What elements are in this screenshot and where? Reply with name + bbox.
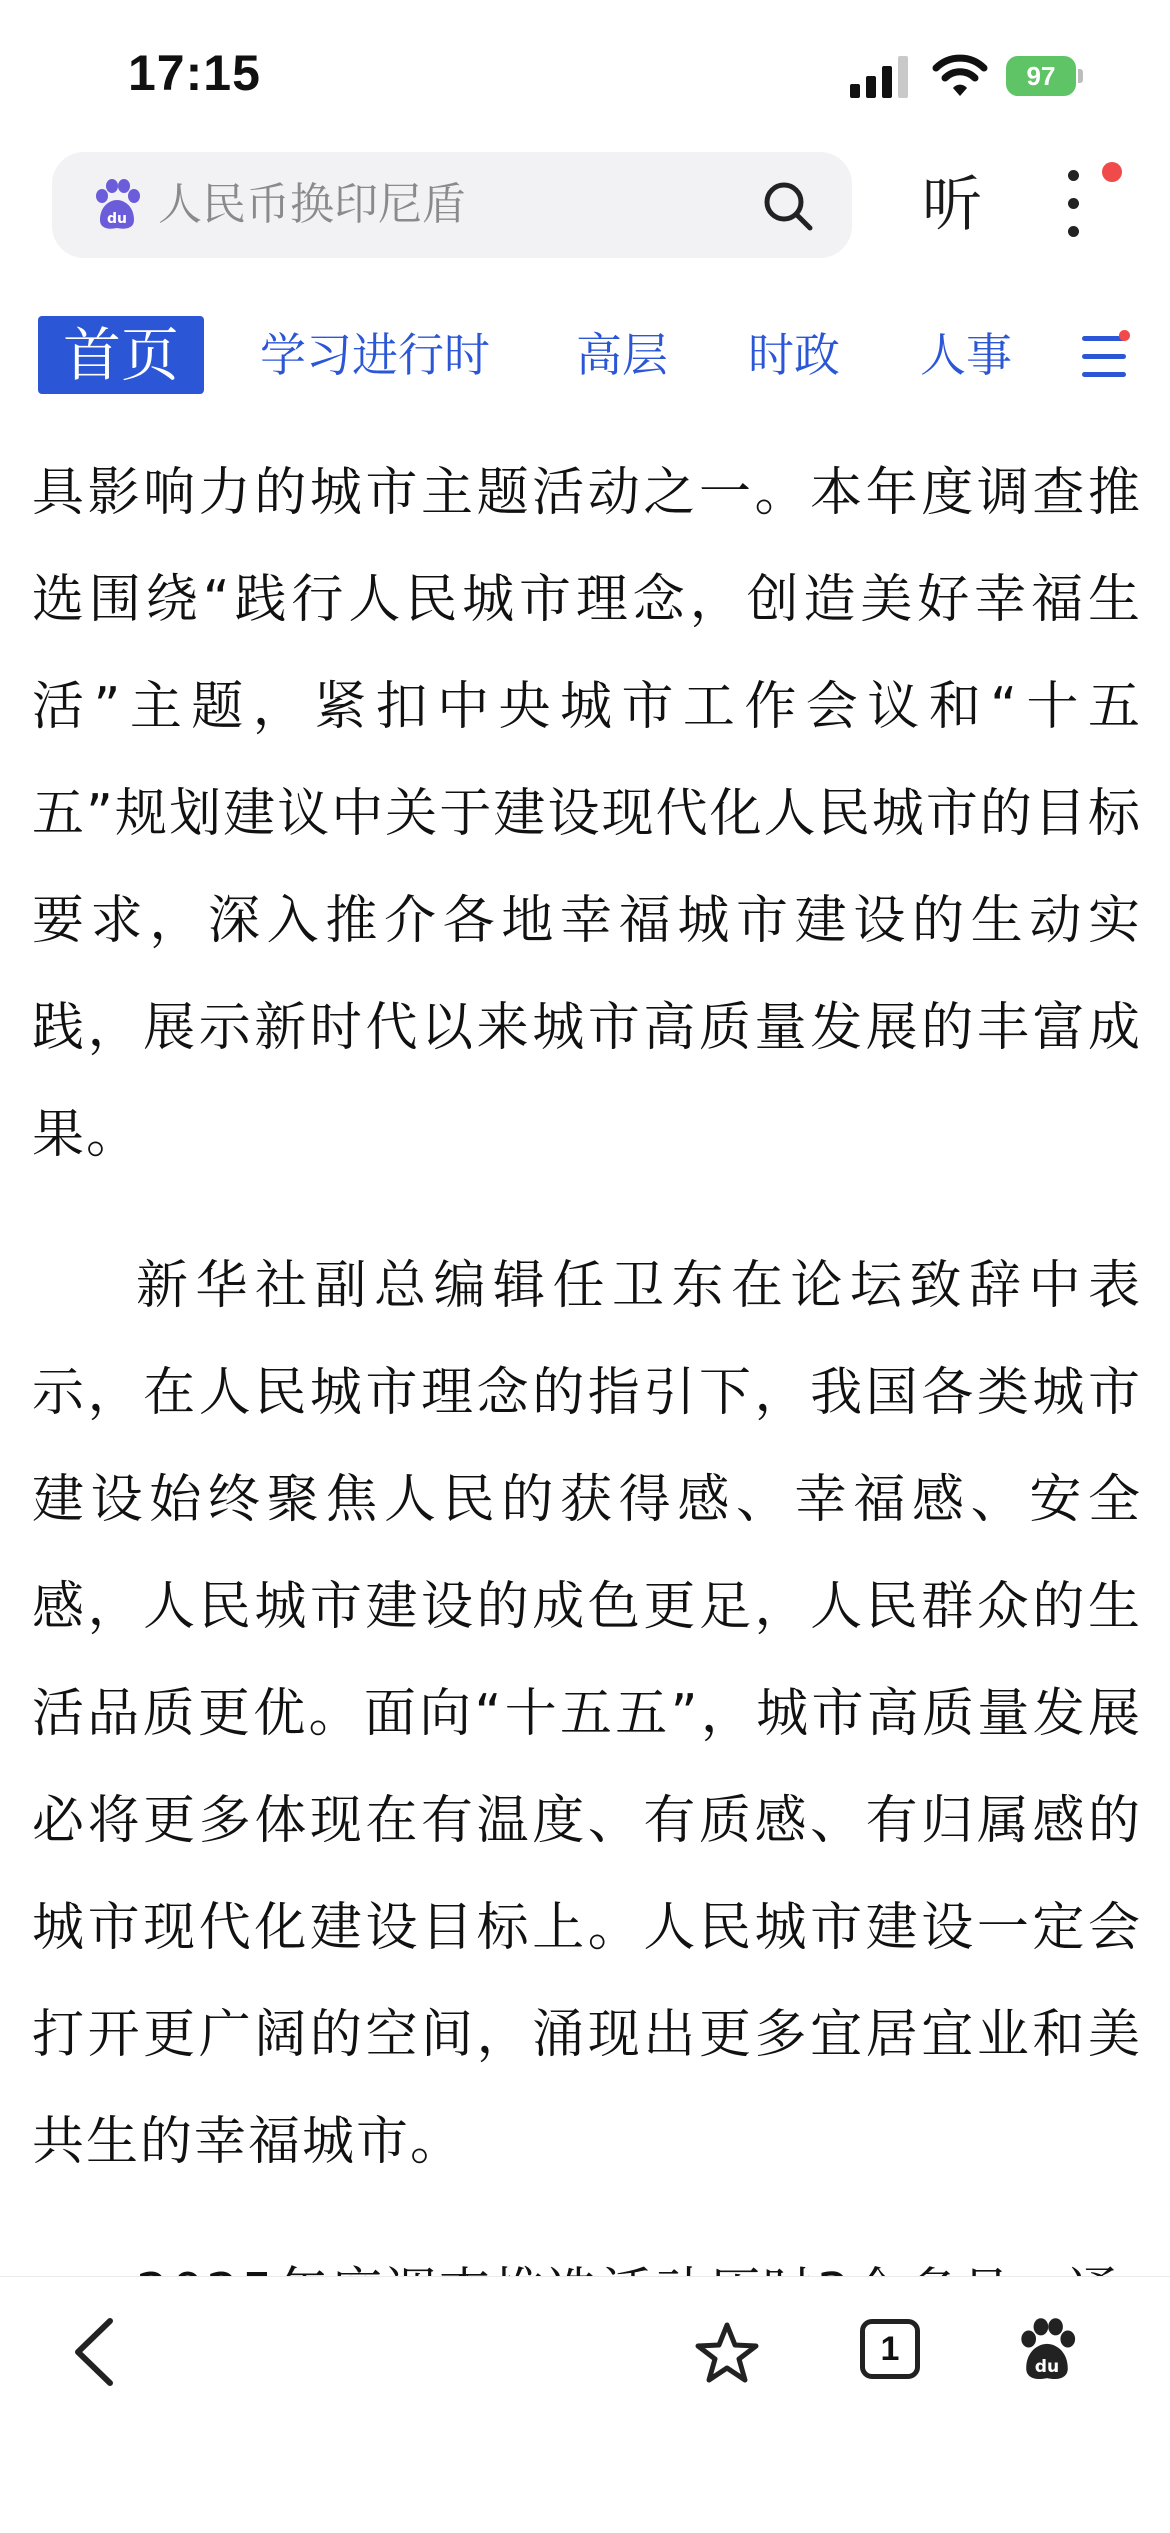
search-bar[interactable] [52, 152, 852, 258]
tab-home[interactable]: 首页 [38, 316, 204, 394]
status-time: 17:15 [128, 45, 261, 101]
tab-xuexi[interactable]: 学习进行时 [260, 328, 490, 382]
notification-badge [1102, 162, 1122, 182]
tab-count-button[interactable]: 1 [860, 2319, 920, 2379]
tab-gaoceng[interactable]: 高层 [576, 328, 668, 382]
article-paragraph: 新华社副总编辑任卫东在论坛致辞中表示，在人民城市理念的指引下，我国各类城市建设始终聚焦人民的获得感、幸福感、安全感，人民城市建设的成色更足，人民群众的生活品质更优。面向“十五五”，城市高质量发展必将更多体现在有温度、有质感、有归属感的城市现代化建设目标上。人民城市建设一定会打开更广阔的空间，涌现出更多宜居宜业和美共生的幸福城市。 [32, 1256, 1142, 2172]
cellular-signal-icon [850, 56, 912, 98]
tab-menu-icon[interactable] [1082, 336, 1126, 376]
back-icon[interactable] [70, 2317, 120, 2387]
tab-shizheng[interactable]: 时政 [748, 328, 840, 382]
article-body [32, 440, 1142, 2270]
listen-button[interactable]: 听 [922, 170, 982, 240]
article-paragraph: 具影响力的城市主题活动之一。本年度调查推选围绕“践行人民城市理念，创造美好幸福生活”主题，紧扣中央城市工作会议和“十五五”规划建议中关于建设现代化人民城市的目标要求，深入推介各地幸福城市建设的生动实践，展示新时代以来城市高质量发展的丰富成果。 [32, 463, 1142, 1165]
bottom-toolbar [0, 2276, 1170, 2533]
battery-indicator [1006, 56, 1086, 96]
status-bar [0, 0, 1170, 150]
tab-renshi[interactable]: 人事 [920, 328, 1012, 382]
svg-text:du: du [1034, 2357, 1060, 2377]
svg-text:du: du [107, 211, 127, 227]
baidu-paw-icon [90, 178, 144, 232]
search-input[interactable]: 人民币换印尼盾 [158, 179, 466, 230]
wifi-icon [932, 52, 988, 98]
baidu-home-icon[interactable] [1014, 2317, 1080, 2383]
search-icon[interactable] [760, 178, 816, 234]
favorite-star-icon[interactable] [694, 2321, 760, 2385]
more-options-icon[interactable] [1058, 170, 1088, 250]
battery-level: 97 [1026, 61, 1056, 91]
channel-tabs [0, 310, 1170, 400]
